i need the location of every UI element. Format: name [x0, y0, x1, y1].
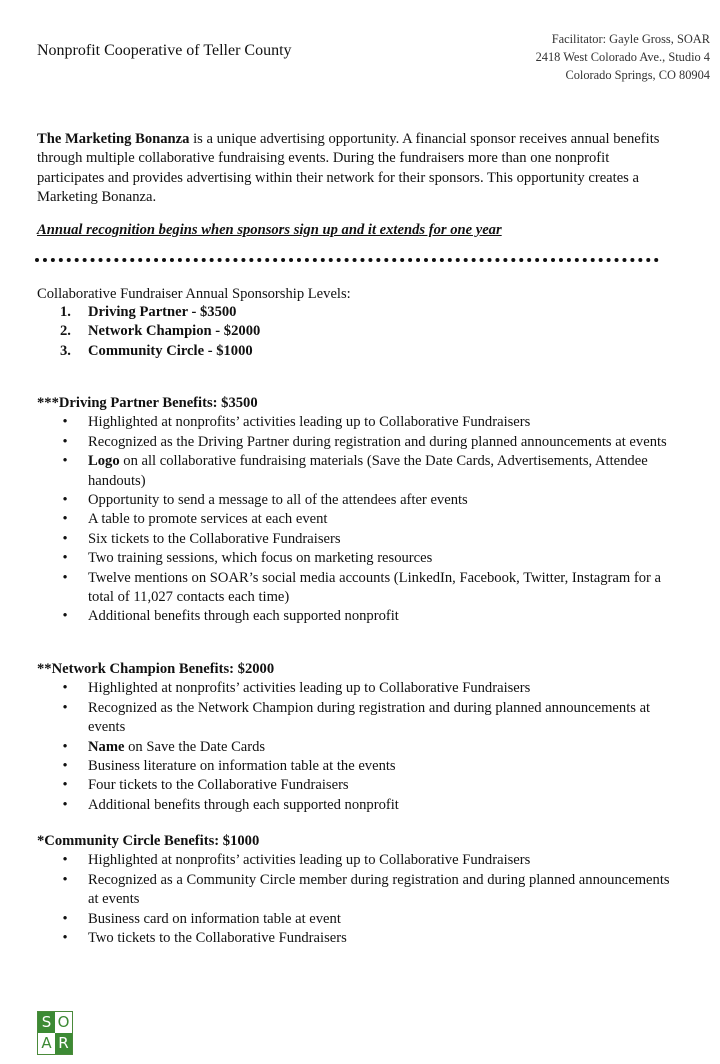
intro-text: is a unique advertising opportunity. A financial sponsor receives annual benefits through multiple collaborative fundraising events. During the fundraisers more than one nonprofit participates and provides advertising within their network for their sponsors. This opportunity creates a Marketing Bonanza.: [37, 131, 660, 206]
bullet-icon: •: [62, 777, 68, 794]
benefit-text: Business literature on information table at the events: [88, 758, 396, 775]
benefit-item: [37, 452, 677, 491]
section-heading: ***Driving Partner Benefits: $3500: [37, 395, 258, 411]
benefit-text: Business card on information table at event: [88, 910, 341, 927]
intro-paragraph: [37, 130, 662, 208]
benefit-item: [37, 929, 677, 948]
benefit-item: [37, 699, 677, 738]
benefit-text: Two tickets to the Collaborative Fundraisers: [88, 930, 347, 947]
levels-title: Collaborative Fundraiser Annual Sponsorship Levels:: [37, 286, 351, 302]
annual-recognition-note: Annual recognition begins when sponsors sign up and it extends for one year: [37, 222, 502, 238]
benefit-item: [37, 796, 677, 815]
bullet-icon: •: [62, 738, 68, 755]
bullet-icon: •: [62, 852, 68, 869]
benefit-text: Two training sessions, which focus on marketing resources: [88, 550, 433, 567]
driving-partner-section: [37, 394, 677, 627]
bullet-icon: •: [62, 680, 68, 697]
benefit-item: [37, 433, 677, 452]
benefit-item: [37, 776, 677, 795]
benefit-text: Six tickets to the Collaborative Fundraisers: [88, 530, 341, 547]
benefit-text: Recognized as a Community Circle member during registration and during planned announcements at events: [88, 871, 670, 908]
bullet-icon: •: [62, 433, 68, 450]
sponsorship-levels-list: [60, 303, 260, 361]
benefits-list: [37, 679, 677, 815]
bullet-icon: •: [62, 910, 68, 927]
level-number: 2.: [60, 323, 71, 340]
level-label: Community Circle - $1000: [88, 342, 253, 359]
bullet-icon: •: [62, 871, 68, 888]
benefit-text: on Save the Date Cards: [124, 738, 266, 755]
bullet-icon: •: [62, 550, 68, 567]
address-line: 2418 West Colorado Ave., Studio 4: [535, 50, 710, 64]
benefit-text: Highlighted at nonprofits’ activities leading up to Collaborative Fundraisers: [88, 852, 531, 869]
level-number: 3.: [60, 342, 71, 359]
bullet-icon: •: [62, 930, 68, 947]
benefit-item: [37, 569, 677, 608]
benefit-item: [37, 549, 677, 568]
level-number: 1.: [60, 304, 71, 320]
bullet-icon: •: [62, 758, 68, 775]
intro-bold-lead: The Marketing Bonanza: [37, 131, 190, 147]
level-item: [60, 342, 260, 361]
benefit-item: [37, 757, 677, 776]
benefit-item: [37, 738, 677, 757]
benefit-text: Four tickets to the Collaborative Fundraisers: [88, 777, 349, 794]
organization-name: Nonprofit Cooperative of Teller County: [37, 42, 292, 59]
bullet-icon: •: [62, 569, 68, 586]
benefit-text: Additional benefits through each supported nonprofit: [88, 608, 399, 625]
bullet-icon: •: [62, 530, 68, 547]
soar-logo: [37, 1011, 73, 1055]
benefit-bold: Name: [88, 738, 125, 755]
bullet-icon: •: [62, 608, 68, 625]
bullet-icon: •: [62, 511, 68, 528]
dotted-divider: [35, 258, 659, 262]
benefit-text: on all collaborative fundraising materials (Save the Date Cards, Advertisements, Attendee handouts): [88, 453, 648, 489]
benefit-bold: Logo: [88, 453, 120, 470]
level-label: Driving Partner - $3500: [88, 304, 237, 320]
benefit-item: [37, 871, 677, 910]
level-item: [60, 322, 260, 341]
bullet-icon: •: [62, 453, 68, 470]
logo-letter: R: [55, 1033, 72, 1054]
benefit-item: [37, 851, 677, 870]
benefit-text: Recognized as the Driving Partner during registration and during planned announcements at events: [88, 433, 667, 450]
facilitator-address: [536, 30, 710, 84]
benefit-item: [37, 607, 677, 626]
facilitator-line: Facilitator: Gayle Gross, SOAR: [551, 32, 710, 46]
bullet-icon: •: [62, 699, 68, 716]
logo-letter: A: [38, 1033, 55, 1054]
benefit-text: Twelve mentions on SOAR’s social media accounts (LinkedIn, Facebook, Twitter, Instagram for a total of 11,027 contacts each time): [88, 569, 662, 606]
logo-letter: S: [38, 1012, 55, 1033]
benefit-item: [37, 510, 677, 529]
city-line: Colorado Springs, CO 80904: [565, 68, 710, 82]
benefit-item: [37, 679, 677, 698]
bullet-icon: •: [62, 492, 68, 509]
section-heading: *Community Circle Benefits: $1000: [37, 833, 260, 849]
logo-letter: O: [55, 1012, 72, 1033]
benefit-text: A table to promote services at each event: [88, 511, 328, 528]
bullet-icon: •: [62, 414, 68, 431]
benefits-list: [37, 851, 677, 948]
benefits-list: [37, 413, 677, 626]
benefit-text: Additional benefits through each supported nonprofit: [88, 796, 399, 813]
benefit-item: [37, 491, 677, 510]
benefit-text: Highlighted at nonprofits’ activities leading up to Collaborative Fundraisers: [88, 680, 531, 697]
benefit-text: Recognized as the Network Champion during registration and during planned announcements at events: [88, 699, 651, 736]
bullet-icon: •: [62, 796, 68, 813]
community-circle-section: [37, 832, 677, 948]
benefit-text: Opportunity to send a message to all of the attendees after events: [88, 492, 468, 509]
section-heading: **Network Champion Benefits: $2000: [37, 661, 275, 677]
benefit-item: [37, 530, 677, 549]
level-label: Network Champion - $2000: [88, 323, 261, 340]
benefit-item: [37, 910, 677, 929]
level-item: [60, 303, 260, 322]
benefit-text: Highlighted at nonprofits’ activities leading up to Collaborative Fundraisers: [88, 414, 531, 431]
network-champion-section: [37, 660, 677, 815]
benefit-item: [37, 413, 677, 432]
